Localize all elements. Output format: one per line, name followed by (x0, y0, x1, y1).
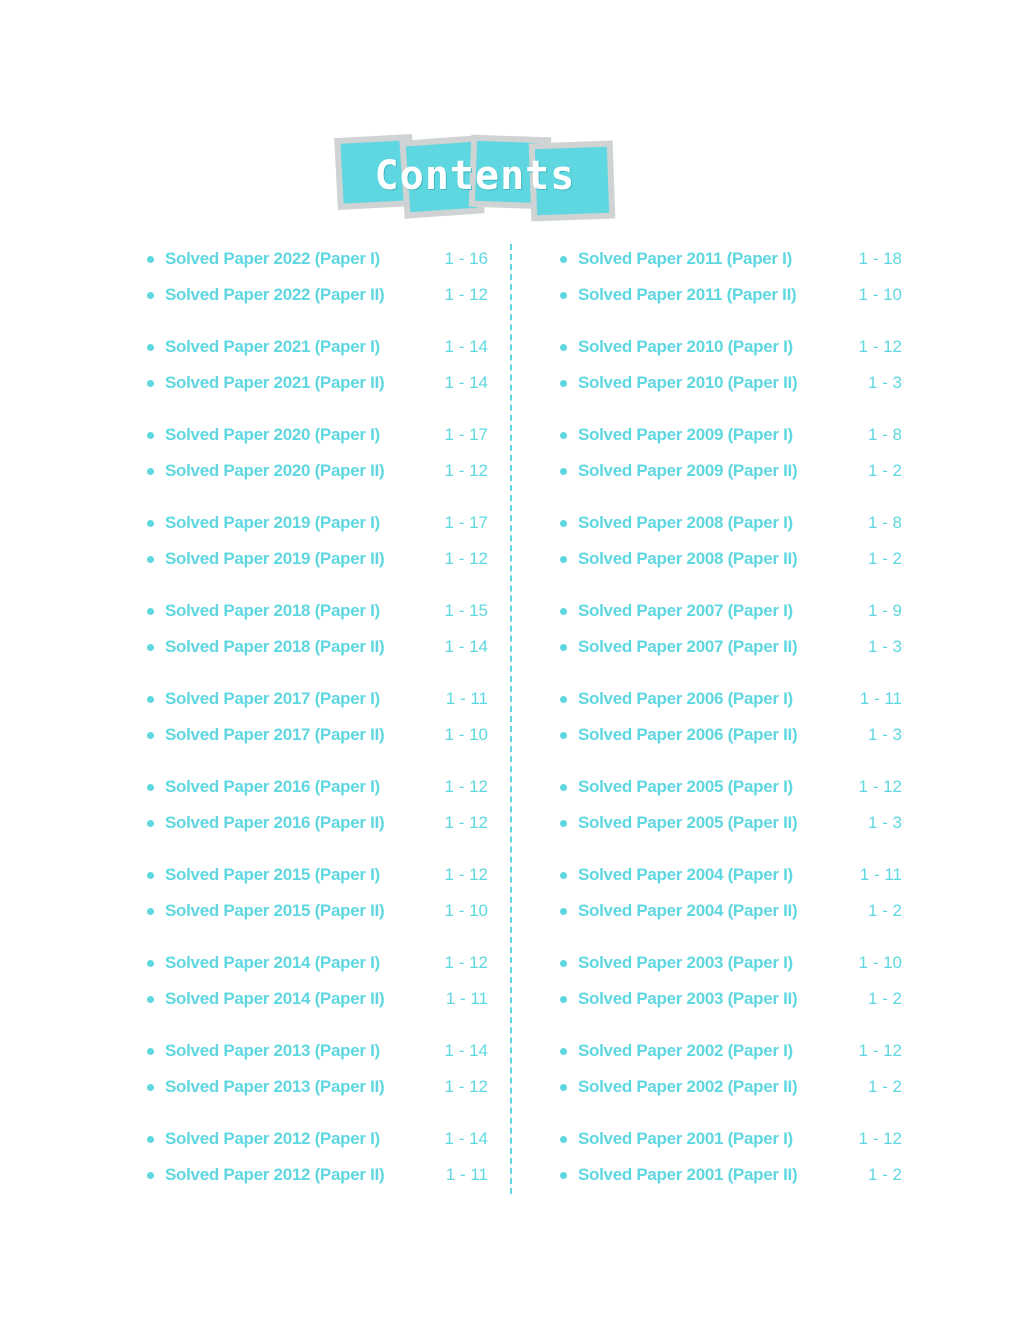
bullet-icon (147, 256, 154, 263)
toc-entry[interactable] (560, 723, 902, 747)
toc-entry-pages: 1 - 14 (444, 1041, 488, 1060)
toc-entry[interactable] (560, 247, 902, 271)
bullet-icon (560, 696, 567, 703)
toc-entry-title: Solved Paper 2008 (Paper II) (578, 549, 798, 568)
toc-entry-title: Solved Paper 2019 (Paper II) (165, 549, 385, 568)
toc-entry[interactable] (147, 1127, 488, 1151)
toc-entry-pages: 1 - 10 (444, 725, 488, 744)
toc-entry[interactable] (147, 723, 488, 747)
toc-entry-title: Solved Paper 2009 (Paper II) (578, 461, 798, 480)
toc-entry[interactable] (147, 811, 488, 835)
toc-entry-pages: 1 - 9 (867, 601, 902, 620)
bullet-icon (560, 1172, 567, 1179)
toc-entry-title: Solved Paper 2009 (Paper I) (578, 425, 793, 444)
toc-entry[interactable] (147, 283, 488, 307)
toc-entry-title: Solved Paper 2007 (Paper I) (578, 601, 793, 620)
toc-entry-pages: 1 - 11 (859, 689, 902, 708)
bullet-icon (560, 872, 567, 879)
toc-entry-pages: 1 - 11 (445, 989, 488, 1008)
bullet-icon (560, 256, 567, 263)
toc-entry-title: Solved Paper 2008 (Paper I) (578, 513, 793, 532)
bullet-icon (560, 556, 567, 563)
bullet-icon (147, 344, 154, 351)
bullet-icon (560, 380, 567, 387)
toc-entry-pages: 1 - 2 (867, 989, 902, 1008)
toc-entry-pages: 1 - 15 (444, 601, 488, 620)
bullet-icon (147, 784, 154, 791)
toc-entry-title: Solved Paper 2018 (Paper I) (165, 601, 380, 620)
toc-entry-title: Solved Paper 2006 (Paper II) (578, 725, 798, 744)
toc-entry-pages: 1 - 16 (444, 249, 488, 268)
toc-entry[interactable] (560, 951, 902, 975)
contents-banner (330, 128, 620, 223)
toc-entry-pages: 1 - 10 (858, 953, 902, 972)
toc-entry-pages: 1 - 12 (444, 777, 488, 796)
bullet-icon (560, 468, 567, 475)
toc-entry-title: Solved Paper 2006 (Paper I) (578, 689, 793, 708)
bullet-icon (147, 644, 154, 651)
toc-entry[interactable] (147, 511, 488, 535)
toc-entry-title: Solved Paper 2021 (Paper I) (165, 337, 380, 356)
toc-entry-pages: 1 - 14 (444, 373, 488, 392)
toc-entry-title: Solved Paper 2014 (Paper I) (165, 953, 380, 972)
toc-entry-pages: 1 - 14 (444, 1129, 488, 1148)
toc-entry[interactable] (560, 335, 902, 359)
bullet-icon (560, 960, 567, 967)
toc-entry-title: Solved Paper 2011 (Paper I) (578, 249, 792, 268)
toc-entry-title: Solved Paper 2010 (Paper II) (578, 373, 798, 392)
toc-entry-title: Solved Paper 2007 (Paper II) (578, 637, 798, 656)
toc-entry-title: Solved Paper 2011 (Paper II) (578, 285, 797, 304)
bullet-icon (560, 1136, 567, 1143)
toc-entry-title: Solved Paper 2003 (Paper I) (578, 953, 793, 972)
bullet-icon (560, 784, 567, 791)
bullet-icon (147, 468, 154, 475)
toc-entry-pages: 1 - 2 (867, 461, 902, 480)
toc-entry-pages: 1 - 12 (444, 285, 488, 304)
toc-entry-title: Solved Paper 2002 (Paper I) (578, 1041, 793, 1060)
toc-entry[interactable] (147, 423, 488, 447)
toc-entry[interactable] (560, 547, 902, 571)
toc-entry-pages: 1 - 14 (444, 337, 488, 356)
toc-entry[interactable] (560, 775, 902, 799)
toc-entry-title: Solved Paper 2012 (Paper II) (165, 1165, 385, 1184)
toc-entry-title: Solved Paper 2012 (Paper I) (165, 1129, 380, 1148)
toc-entry-pages: 1 - 3 (867, 373, 902, 392)
toc-entry-title: Solved Paper 2010 (Paper I) (578, 337, 793, 356)
toc-entry[interactable] (147, 863, 488, 887)
toc-entry-title: Solved Paper 2004 (Paper II) (578, 901, 798, 920)
toc-entry[interactable] (147, 1163, 488, 1187)
toc-entry[interactable] (560, 423, 902, 447)
toc-entry[interactable] (560, 687, 902, 711)
toc-entry-pages: 1 - 3 (867, 813, 902, 832)
toc-entry[interactable] (147, 1039, 488, 1063)
toc-entry-pages: 1 - 14 (444, 637, 488, 656)
bullet-icon (147, 1084, 154, 1091)
toc-entry[interactable] (147, 547, 488, 571)
toc-entry[interactable] (560, 1163, 902, 1187)
bullet-icon (147, 1136, 154, 1143)
toc-entry-pages: 1 - 11 (445, 1165, 488, 1184)
toc-entry-pages: 1 - 12 (444, 865, 488, 884)
toc-entry-pages: 1 - 2 (867, 1077, 902, 1096)
toc-entry-title: Solved Paper 2015 (Paper I) (165, 865, 380, 884)
bullet-icon (560, 644, 567, 651)
toc-entry-pages: 1 - 2 (867, 549, 902, 568)
toc-entry-title: Solved Paper 2020 (Paper I) (165, 425, 380, 444)
toc-entry[interactable] (147, 371, 488, 395)
bullet-icon (560, 1048, 567, 1055)
toc-entry-title: Solved Paper 2013 (Paper I) (165, 1041, 380, 1060)
toc-entry-title: Solved Paper 2022 (Paper I) (165, 249, 380, 268)
bullet-icon (560, 1084, 567, 1091)
toc-entry[interactable] (560, 635, 902, 659)
toc-entry-pages: 1 - 3 (867, 725, 902, 744)
bullet-icon (560, 608, 567, 615)
toc-entry-pages: 1 - 12 (444, 813, 488, 832)
toc-entry[interactable] (560, 899, 902, 923)
toc-entry-title: Solved Paper 2017 (Paper II) (165, 725, 385, 744)
toc-entry-pages: 1 - 12 (444, 549, 488, 568)
toc-entry[interactable] (147, 775, 488, 799)
toc-entry-title: Solved Paper 2005 (Paper I) (578, 777, 793, 796)
bullet-icon (560, 432, 567, 439)
toc-entry-pages: 1 - 10 (858, 285, 902, 304)
bullet-icon (560, 732, 567, 739)
toc-entry[interactable] (560, 1127, 902, 1151)
toc-entry-title: Solved Paper 2020 (Paper II) (165, 461, 385, 480)
toc-entry-title: Solved Paper 2018 (Paper II) (165, 637, 385, 656)
toc-entry-pages: 1 - 12 (858, 1129, 902, 1148)
toc-entry[interactable] (147, 987, 488, 1011)
toc-entry-title: Solved Paper 2019 (Paper I) (165, 513, 380, 532)
bullet-icon (560, 820, 567, 827)
bullet-icon (147, 960, 154, 967)
toc-entry-title: Solved Paper 2003 (Paper II) (578, 989, 798, 1008)
toc-entry[interactable] (560, 987, 902, 1011)
toc-entry-title: Solved Paper 2002 (Paper II) (578, 1077, 798, 1096)
toc-entry-title: Solved Paper 2017 (Paper I) (165, 689, 380, 708)
toc-entry-pages: 1 - 3 (867, 637, 902, 656)
bullet-icon (147, 872, 154, 879)
bullet-icon (147, 556, 154, 563)
toc-entry[interactable] (560, 511, 902, 535)
bullet-icon (560, 996, 567, 1003)
toc-entry-title: Solved Paper 2001 (Paper II) (578, 1165, 798, 1184)
toc-entry[interactable] (560, 863, 902, 887)
toc-entry-title: Solved Paper 2021 (Paper II) (165, 373, 385, 392)
toc-entry-title: Solved Paper 2016 (Paper I) (165, 777, 380, 796)
toc-entry[interactable] (560, 599, 902, 623)
bullet-icon (147, 520, 154, 527)
bullet-icon (147, 996, 154, 1003)
toc-entry-title: Solved Paper 2005 (Paper II) (578, 813, 798, 832)
toc-entry-pages: 1 - 12 (444, 953, 488, 972)
toc-entry-pages: 1 - 11 (859, 865, 902, 884)
toc-entry-title: Solved Paper 2004 (Paper I) (578, 865, 793, 884)
bullet-icon (147, 908, 154, 915)
toc-entry-title: Solved Paper 2016 (Paper II) (165, 813, 385, 832)
bullet-icon (560, 908, 567, 915)
bullet-icon (147, 820, 154, 827)
bullet-icon (147, 608, 154, 615)
toc-entry[interactable] (560, 459, 902, 483)
toc-entry-title: Solved Paper 2014 (Paper II) (165, 989, 385, 1008)
toc-entry[interactable] (560, 1075, 902, 1099)
toc-entry[interactable] (147, 635, 488, 659)
toc-entry-pages: 1 - 8 (867, 425, 902, 444)
bullet-icon (560, 520, 567, 527)
toc-entry[interactable] (560, 371, 902, 395)
toc-entry[interactable] (147, 1075, 488, 1099)
toc-entry-title: Solved Paper 2022 (Paper II) (165, 285, 385, 304)
bullet-icon (147, 380, 154, 387)
toc-entry-pages: 1 - 12 (444, 1077, 488, 1096)
toc-entry[interactable] (560, 283, 902, 307)
toc-entry[interactable] (147, 335, 488, 359)
toc-entry[interactable] (147, 247, 488, 271)
bullet-icon (147, 696, 154, 703)
toc-entry[interactable] (147, 599, 488, 623)
toc-entry[interactable] (147, 687, 488, 711)
toc-entry-pages: 1 - 17 (444, 513, 488, 532)
toc-entry-pages: 1 - 11 (445, 689, 488, 708)
toc-entry[interactable] (147, 899, 488, 923)
column-divider (510, 244, 512, 1194)
toc-entry-pages: 1 - 17 (444, 425, 488, 444)
page-title: Contents (374, 153, 576, 199)
toc-entry-title: Solved Paper 2001 (Paper I) (578, 1129, 793, 1148)
bullet-icon (560, 344, 567, 351)
toc-entry-pages: 1 - 10 (444, 901, 488, 920)
bullet-icon (147, 1172, 154, 1179)
bullet-icon (560, 292, 567, 299)
toc-entry[interactable] (560, 1039, 902, 1063)
toc-entry-pages: 1 - 2 (867, 1165, 902, 1184)
bullet-icon (147, 1048, 154, 1055)
toc-entry-pages: 1 - 12 (858, 1041, 902, 1060)
toc-entry-pages: 1 - 12 (858, 337, 902, 356)
bullet-icon (147, 432, 154, 439)
toc-entry-title: Solved Paper 2015 (Paper II) (165, 901, 385, 920)
toc-entry-title: Solved Paper 2013 (Paper II) (165, 1077, 385, 1096)
toc-entry[interactable] (147, 459, 488, 483)
toc-entry[interactable] (147, 951, 488, 975)
toc-entry[interactable] (560, 811, 902, 835)
toc-entry-pages: 1 - 8 (867, 513, 902, 532)
toc-entry-pages: 1 - 2 (867, 901, 902, 920)
bullet-icon (147, 292, 154, 299)
bullet-icon (147, 732, 154, 739)
toc-entry-pages: 1 - 12 (444, 461, 488, 480)
toc-entry-pages: 1 - 12 (858, 777, 902, 796)
toc-entry-pages: 1 - 18 (858, 249, 902, 268)
